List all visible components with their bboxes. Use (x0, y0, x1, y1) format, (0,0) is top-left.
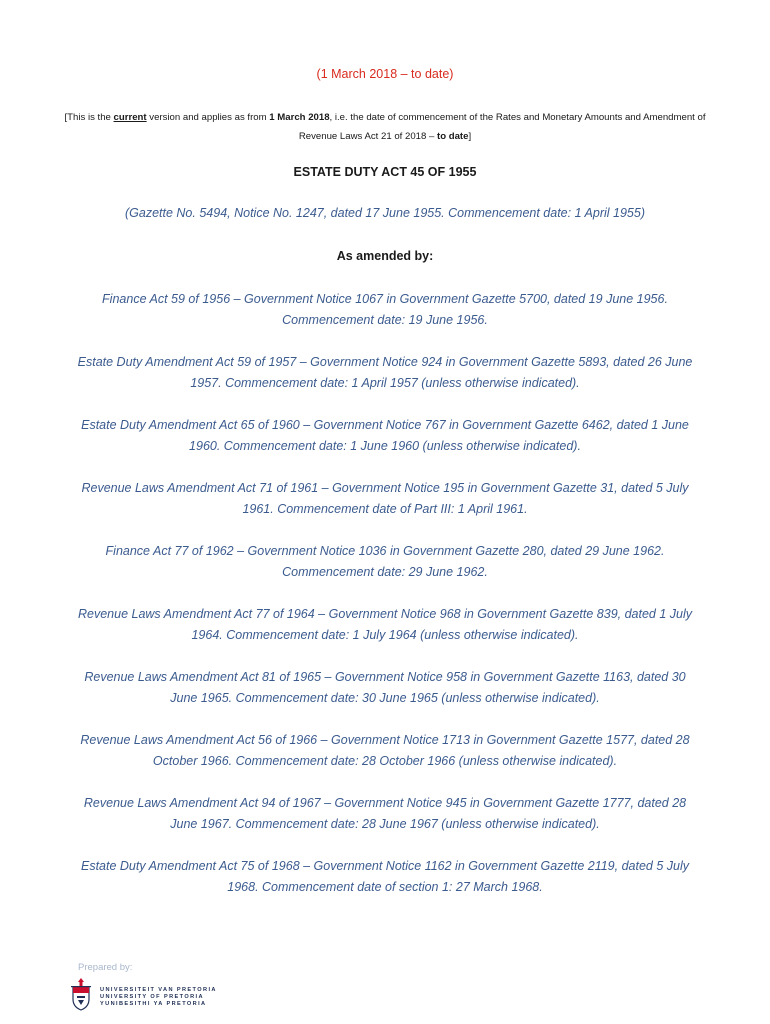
amendment-item: Finance Act 59 of 1956 – Government Notice 1067 in Government Gazette 5700, dated 19 June 1956. Commencement date: 19 June 1956. (102, 292, 668, 327)
status-note (60, 108, 710, 146)
gazette-line: (Gazette No. 5494, Notice No. 1247, dated 17 June 1955. Commencement date: 1 April 1955) (125, 206, 645, 220)
university-crest-icon (70, 977, 92, 1011)
status-note-text: , i.e. the date of commencement of the Rates and Monetary Amounts and Amendment of Revenue Laws Act 21 of 2018 – (298, 112, 706, 142)
university-names (100, 987, 217, 1008)
amendment-item: Revenue Laws Amendment Act 71 of 1961 – Government Notice 195 in Government Gazette 31, dated 5 July 1961. Commencement date of Part III: 1 April 1961. (81, 481, 689, 516)
amendment-item: Revenue Laws Amendment Act 81 of 1965 – Government Notice 958 in Government Gazette 1163, dated 30 June 1965. Commencement date: 30 June 1965 (unless otherwise indicated). (84, 670, 686, 705)
amendment-list (70, 289, 700, 919)
amendment-item: Finance Act 77 of 1962 – Government Notice 1036 in Government Gazette 280, dated 29 June 1962. Commencement date: 29 June 1962. (105, 544, 665, 579)
status-note-date: 1 March 2018 (269, 112, 330, 123)
status-note-text: [This is the (64, 112, 114, 123)
amendment-item: Revenue Laws Amendment Act 94 of 1967 – Government Notice 945 in Government Gazette 1777, dated 28 June 1967. Commencement date: 28 June 1967 (unless otherwise indicated). (83, 796, 687, 831)
amended-by-heading: As amended by: (336, 249, 434, 263)
amendment-item: Revenue Laws Amendment Act 77 of 1964 – Government Notice 968 in Government Gazette 839, dated 1 July 1964. Commencement date: 1 July 1964 (unless otherwise indicated). (77, 607, 692, 642)
amendment-item: Revenue Laws Amendment Act 56 of 1966 – Government Notice 1713 in Government Gazette 1577, dated 28 October 1966. Commencement date: 28 October 1966 (unless otherwise indicated). (80, 733, 690, 768)
status-note-current: current (113, 112, 147, 123)
university-name-sepedi: YUNIBESITHI YA PRETORIA (100, 1001, 207, 1007)
university-name-afrikaans: UNIVERSITEIT VAN PRETORIA (100, 987, 217, 993)
amendment-item: Estate Duty Amendment Act 59 of 1957 – Government Notice 924 in Government Gazette 5893, dated 26 June 1957. Commencement date: 1 April 1957 (unless otherwise indicated). (77, 355, 693, 390)
prepared-by-label: Prepared by: (78, 962, 133, 973)
act-title: ESTATE DUTY ACT 45 OF 1955 (293, 165, 477, 179)
university-logo (70, 977, 217, 1013)
status-note-to-date: to date (437, 131, 469, 142)
status-note-text: version and applies as from (146, 112, 270, 123)
amendment-item: Estate Duty Amendment Act 65 of 1960 – Government Notice 767 in Government Gazette 6462, dated 1 June 1960. Commencement date: 1 June 1960 (unless otherwise indicated). (81, 418, 689, 453)
amendment-item: Estate Duty Amendment Act 75 of 1968 – Government Notice 1162 in Government Gazette 2119, dated 5 July 1968. Commencement date of section 1: 27 March 1968. (81, 859, 689, 894)
university-name-english: UNIVERSITY OF PRETORIA (100, 994, 204, 1000)
status-note-text: ] (468, 131, 472, 142)
version-line: (1 March 2018 – to date) (316, 67, 454, 81)
